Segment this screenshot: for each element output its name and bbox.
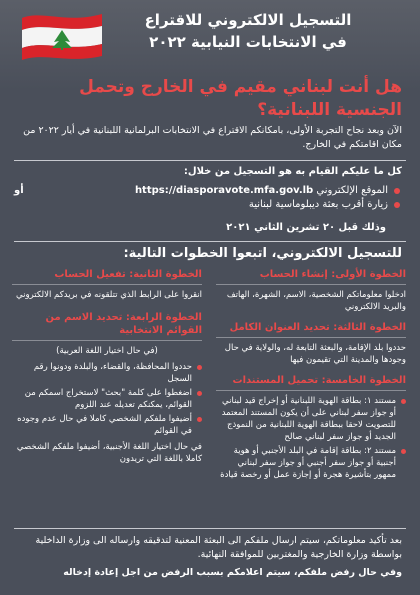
item-1-text: حددوا المحافظة، والقضاء، والبلدة ودونوا رقم السجل (33, 362, 192, 384)
register-option-embassy (14, 198, 402, 212)
step-4-note: (في حال اختيار اللغة العربية) (56, 346, 158, 356)
steps-heading: للتسجيل الالكتروني، اتبعوا الخطوات التالية: (123, 246, 402, 261)
bullet-icon (197, 391, 202, 396)
step-4 (12, 311, 202, 465)
bullet-icon (401, 449, 406, 454)
divider (14, 528, 406, 529)
step-4-foreign-note: في حال اختيار اللغة الأجنبية، أضيفوا ملفكم الشخصي كاملا باللغة التي تريدون (16, 442, 202, 464)
step-2-title: الخطوة الثانية: تفعيل الحساب (12, 268, 202, 285)
step-5-document-1 (216, 395, 406, 443)
bullet-icon (197, 365, 202, 370)
step-4-item-2 (12, 387, 202, 411)
page-title-line1: التسجيل الالكتروني للاقتراع (144, 11, 352, 29)
website-label: الموقع الإلكتروني (316, 185, 388, 196)
step-1 (216, 268, 406, 313)
item-3-text: أضيفوا ملفكم الشخصي كاملا في حال عدم وجوده في القوائم (17, 414, 192, 436)
document-1-text: مستند ١: بطاقة الهوية اللبنانية أو إخراج قيد لبناني أو جواز سفر لبناني على أن يكون المستند المعتمد للتصويت لاحقا ببطاقة الهوية اللبنانية من النموذج الجديد أو جواز سفر لبناني صالح (221, 396, 396, 442)
or-label: أو (14, 185, 24, 196)
footer-rejection: وفي حال رفض ملفكم، سيتم اعلامكم بسبب الرفض من اجل إعادة إدخاله (63, 567, 402, 578)
bullet-icon (394, 202, 400, 208)
register-options (14, 184, 402, 212)
step-3-body: حددوا بلد الإقامة، والبعثة التابعة له، والولاية في حال وجودها والمدينة التي تقيمون فيها (224, 343, 406, 365)
step-4-item-3 (12, 413, 202, 437)
step-4-title: الخطوة الرابعة: تحديد الاسم من القوائم الانتخابية (12, 311, 202, 341)
step-1-body: ادخلوا معلوماتكم الشخصية، الاسم، الشهرة، الهاتف والبريد الالكتروني (226, 290, 406, 312)
bullet-icon (401, 399, 406, 404)
embassy-label: زيارة أقرب بعثة ديبلوماسية لبنانية (248, 199, 388, 210)
steps-column-left (12, 268, 202, 465)
steps-column-right (216, 268, 406, 483)
bullet-icon (197, 417, 202, 422)
step-4-item-1 (12, 361, 202, 385)
register-heading: كل ما عليكم القيام به هو التسجيل من خلال: (183, 166, 402, 177)
document-2-text: مستند ٢: بطاقة إقامة في البلد الأجنبي أو هوية أجنبية أو جواز سفر أجنبي أو جواز سفر لبناني ممهور بتأشيرة هجرة أو إجازة عمل أو رخصة قيادة (220, 446, 396, 480)
step-2 (12, 268, 202, 301)
divider (14, 160, 406, 161)
step-3 (216, 321, 406, 366)
lebanese-flag-icon (18, 8, 106, 62)
step-2-body: انقروا على الرابط الذي تتلقونه في بريدكم الالكتروني (16, 290, 202, 300)
register-option-website (14, 184, 402, 198)
step-5 (216, 374, 406, 481)
registration-deadline: وذلك قبل ٢٠ تشرين الثاني ٢٠٢١ (226, 222, 386, 233)
step-3-title: الخطوة الثالثة: تحديد العنوان الكامل (216, 321, 406, 338)
step-5-title: الخطوة الخامسة: تحميل المستندات (216, 374, 406, 391)
page-title-line2: في الانتخابات النيابية ٢٠٢٢ (149, 33, 347, 51)
intro-paragraph: الآن وبعد نجاح التجربة الأولى، بامكانكم الاقتراع في الانتخابات البرلمانية اللبنانية في أيار ٢٠٢٢ من مكان اقامتكم في الخارج. (23, 125, 402, 150)
bullet-icon (394, 188, 400, 194)
footer-confirmation: بعد تأكيد معلوماتكم، سيتم ارسال ملفكم الى البعثة المعنية لتدقيقه وارساله الى وزارة الداخلية بواسطة وزارة الخارجية والمغتربين للموافقة النهائية. (35, 535, 402, 560)
step-5-document-2 (216, 445, 406, 481)
divider (14, 241, 406, 242)
headline-question: هل أنت لبناني مقيم في الخارج وتحمل الجنسية اللبنانية؟ (79, 77, 402, 120)
item-2-text: اضغطوا على كلمة "بحث" لاستخراج اسمكم من القوائم، يمكنكم تعديله عند اللزوم (24, 388, 192, 410)
step-1-title: الخطوة الأولى: إنشاء الحساب (216, 268, 406, 285)
registration-link[interactable]: https://diasporavote.mfa.gov.lb (134, 185, 314, 196)
